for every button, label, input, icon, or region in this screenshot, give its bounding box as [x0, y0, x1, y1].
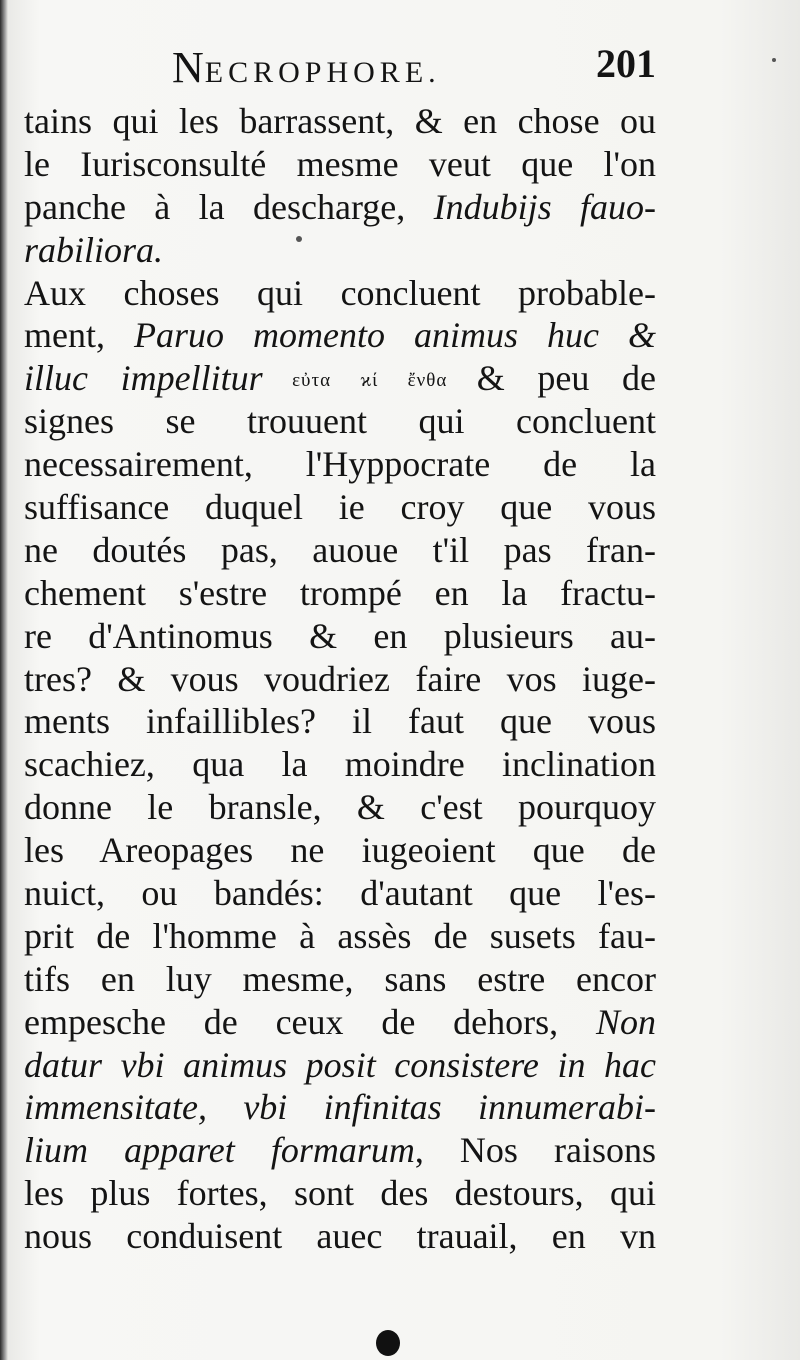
latin-quotation: immensitate, vbi infinitas innumerabi- [24, 1087, 656, 1128]
text-line [24, 143, 656, 186]
page-header [0, 38, 800, 98]
latin-quotation: lium apparet formarum [24, 1130, 415, 1171]
ink-speck [296, 236, 302, 242]
text-line [24, 829, 656, 872]
text-line [24, 872, 656, 915]
text-block [24, 100, 656, 1258]
running-head-rest: ECROPHORE. [204, 56, 441, 89]
text-line [24, 1215, 656, 1258]
text-line [24, 915, 656, 958]
text-segment: tres? & vous voudriez faire vos iuge- [24, 658, 656, 699]
text-segment: tains qui les barrassent, & en chose ou [24, 101, 656, 141]
text-segment: les Areopages ne iugeoient que de [24, 830, 656, 871]
text-line [24, 1086, 656, 1129]
text-line [24, 186, 656, 229]
text-line [24, 272, 656, 315]
text-segment: Aux choses qui concluent probable- [24, 272, 656, 313]
text-line [24, 572, 656, 615]
text-line [24, 1172, 656, 1215]
ink-blot [376, 1330, 400, 1356]
page-number: 201 [596, 41, 656, 86]
latin-quotation: illuc impellitur [24, 358, 263, 399]
text-line [24, 958, 656, 1001]
text-segment: tifs en luy mesme, sans estre encor [24, 958, 656, 999]
latin-quotation: datur vbi animus posit consistere in hac [24, 1044, 656, 1085]
running-head [172, 42, 441, 93]
text-line [24, 743, 656, 786]
latin-quotation: Paruo momento animus huc & [134, 315, 657, 356]
running-head-initial: N [172, 43, 205, 92]
text-segment: scachiez, qua la moindre inclination [24, 744, 656, 785]
text-segment: signes se trouuent qui concluent [24, 401, 656, 442]
text-line [24, 1044, 656, 1087]
text-line [24, 1129, 656, 1172]
text-segment: donne le bransle, & c'est pourquoy [24, 787, 656, 828]
text-line [24, 100, 656, 143]
text-segment: nuict, ou bandés: d'autant que l'es- [24, 873, 656, 914]
text-line [24, 529, 656, 572]
text-line [24, 400, 656, 443]
text-segment: ment, [24, 315, 134, 356]
text-line [24, 700, 656, 743]
text-line [24, 357, 656, 400]
text-segment: empesche de ceux de dehors, [24, 1001, 596, 1042]
text-segment: suffisance duquel ie croy que vous [24, 487, 656, 528]
text-segment: chement s'estre trompé en la fractu- [24, 572, 656, 613]
latin-quotation: Indubijs fauo- [433, 186, 657, 227]
text-segment: ments infaillibles? il faut que vous [24, 701, 656, 742]
text-segment: & peu de [476, 358, 657, 399]
ink-speck [772, 58, 776, 62]
text-line [24, 615, 656, 658]
text-line [24, 1001, 656, 1044]
text-line [24, 486, 656, 529]
text-segment: panche à la descharge, [24, 186, 434, 227]
text-segment: prit de l'homme à assès de susets fau- [24, 915, 656, 956]
text-segment: necessairement, l'Hyppocrate de la [24, 444, 656, 485]
text-segment: les plus fortes, sont des destours, qui [24, 1173, 656, 1214]
greek-phrase: εὐτα ϰί ἔνθα [262, 370, 477, 392]
text-segment: le Iurisconsulté mesme veut que l'on [24, 143, 656, 184]
latin-quotation: rabiliora. [24, 229, 164, 270]
latin-quotation: Non [595, 1001, 656, 1042]
text-line [24, 443, 656, 486]
page-edge-shadow [0, 0, 8, 1360]
text-line [24, 229, 656, 272]
text-line [24, 786, 656, 829]
text-line [24, 314, 656, 357]
text-segment: re d'Antinomus & en plusieurs au- [24, 615, 656, 656]
text-segment: , Nos raisons [414, 1130, 656, 1171]
text-line [24, 658, 656, 701]
text-segment: nous conduisent auec trauail, en vn [24, 1216, 656, 1257]
text-segment: ne doutés pas, auoue t'il pas fran- [24, 529, 656, 570]
